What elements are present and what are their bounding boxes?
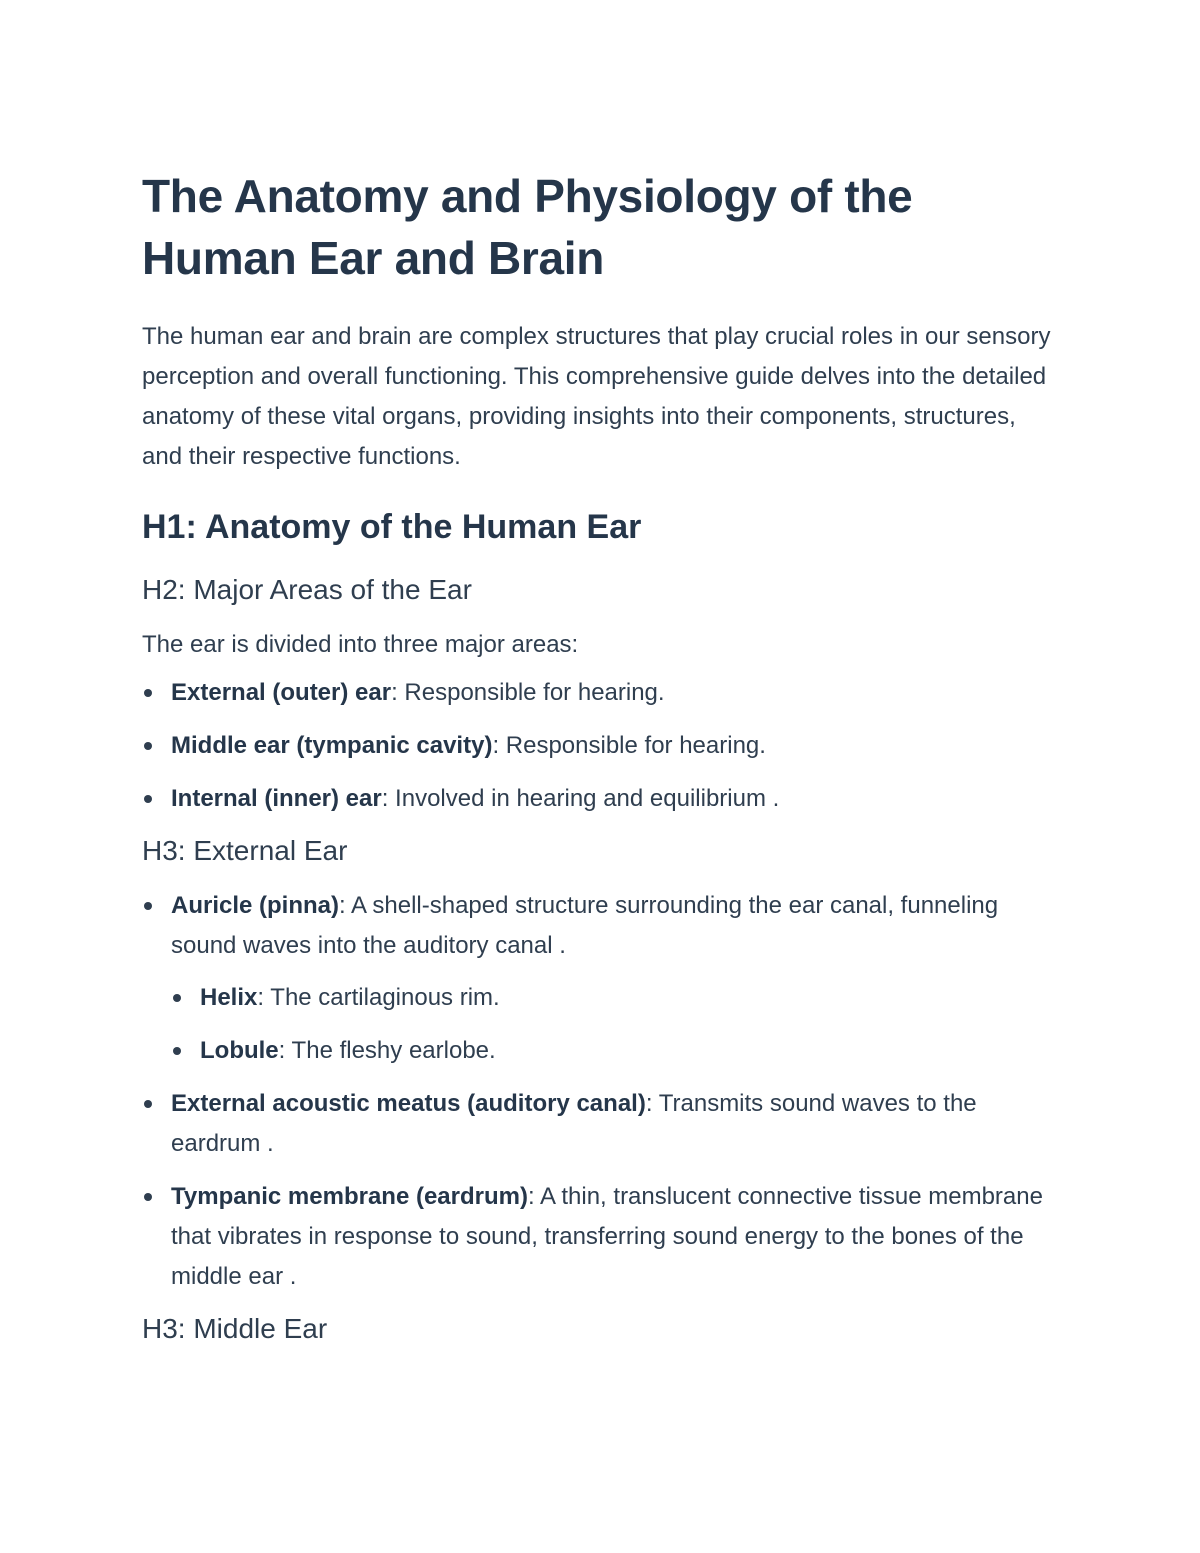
list-item-term: Tympanic membrane (eardrum) — [171, 1183, 528, 1210]
bullet-icon — [173, 1047, 181, 1055]
bullet-icon — [144, 689, 152, 697]
list-item — [142, 726, 1062, 766]
list-item-desc: : Responsible for hearing. — [391, 679, 665, 706]
list-item-desc: : Involved in hearing and equilibrium . — [381, 785, 780, 812]
document-title: The Anatomy and Physiology of the Human Ear and Brain — [142, 170, 913, 284]
intro-paragraph: The human ear and brain are complex structures that play crucial roles in our sensory perception and overall functioning. This comprehensive guide delves into the detailed anatomy of these vital organs, providing insights into their components, structures, and their respective functions. — [142, 323, 1051, 470]
bullet-icon — [173, 994, 181, 1002]
list-item — [142, 1177, 1062, 1297]
bullet-icon — [144, 902, 152, 910]
list-item — [142, 673, 1062, 713]
list-item-term: Lobule — [200, 1037, 279, 1064]
list-item-term: Middle ear (tympanic cavity) — [171, 732, 493, 759]
list-item-term: External acoustic meatus (auditory canal) — [171, 1090, 646, 1117]
list-item-desc: : A shell-shaped structure surrounding the ear canal, funneling sound waves into the auditory canal . — [171, 892, 999, 959]
list-item-term: Helix — [200, 984, 258, 1011]
list-item-desc: : A thin, translucent connective tissue membrane that vibrates in response to sound, transferring sound energy to the bones of the middle ear . — [171, 1183, 1043, 1290]
document-page — [142, 165, 1062, 1364]
list-item-desc: : The fleshy earlobe. — [278, 1037, 496, 1064]
list-item — [142, 779, 1062, 819]
major-areas-list — [142, 673, 1062, 819]
bullet-icon — [144, 1193, 152, 1201]
list-item-term: External (outer) ear — [171, 679, 392, 706]
list-item-desc: : Responsible for hearing. — [492, 732, 766, 759]
list-item — [142, 886, 1062, 1071]
sub-list-item — [171, 978, 1062, 1018]
bullet-icon — [144, 1100, 152, 1108]
auricle-sublist — [171, 978, 1062, 1071]
bullet-icon — [144, 742, 152, 750]
external-ear-list — [142, 886, 1062, 1297]
list-item-term: Internal (inner) ear — [171, 785, 382, 812]
sub-list-item — [171, 1031, 1062, 1071]
bullet-icon — [144, 795, 152, 803]
list-item-desc: : The cartilaginous rim. — [257, 984, 500, 1011]
list-item-desc: : Transmits sound waves to the eardrum . — [171, 1090, 977, 1157]
heading-major-areas: H2: Major Areas of the Ear — [142, 574, 472, 605]
major-areas-lead: The ear is divided into three major areas: — [142, 631, 579, 658]
heading-anatomy-of-ear: H1: Anatomy of the Human Ear — [142, 508, 642, 546]
list-item-term: Auricle (pinna) — [171, 892, 340, 919]
heading-external-ear: H3: External Ear — [142, 835, 348, 866]
heading-middle-ear: H3: Middle Ear — [142, 1313, 328, 1344]
list-item — [142, 1084, 1062, 1164]
